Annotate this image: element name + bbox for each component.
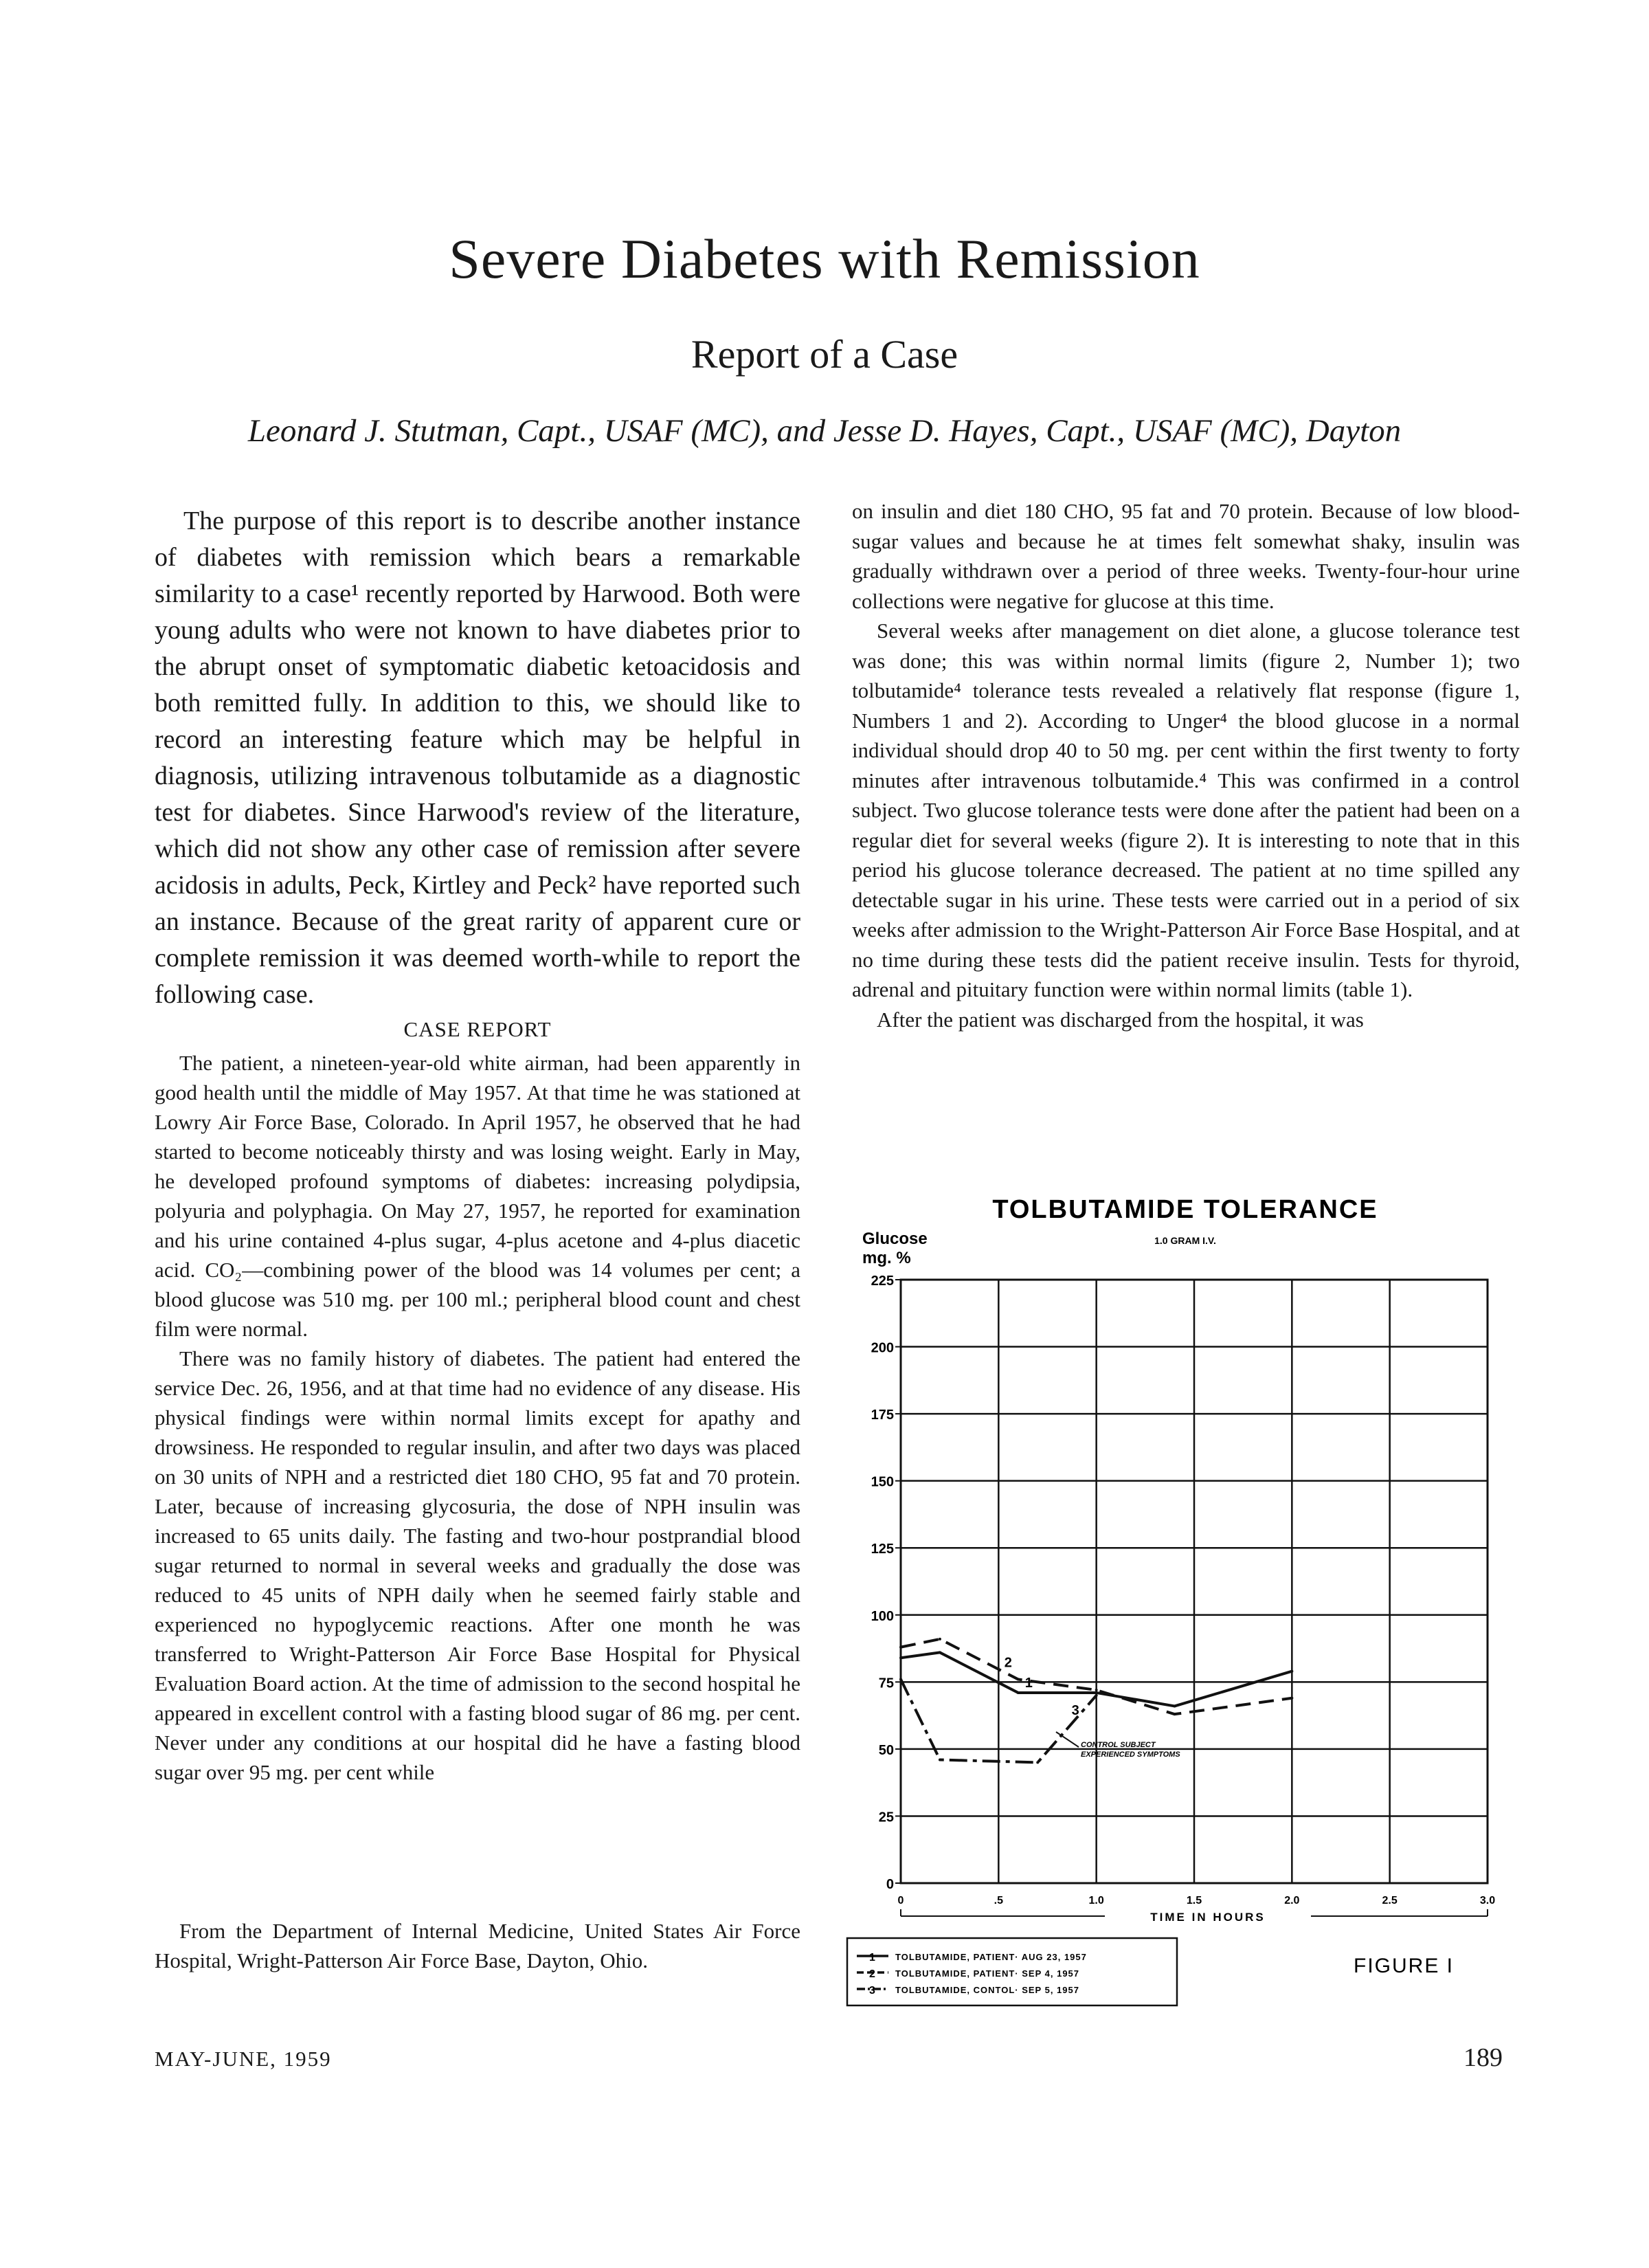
data-point-series-1	[1290, 1670, 1293, 1673]
y-axis-label-line1: Glucose	[862, 1230, 928, 1248]
data-point-series-3	[899, 1678, 902, 1680]
figure-1	[835, 1182, 1529, 2014]
tolbutamide-chart	[835, 1182, 1529, 2014]
data-point-series-1	[1095, 1691, 1098, 1694]
x-tick-label: .5	[994, 1895, 1004, 1906]
right-column	[852, 496, 1520, 1034]
y-tick-label: 50	[878, 1742, 894, 1758]
y-tick-label: 75	[878, 1676, 894, 1691]
data-point-series-1	[1174, 1704, 1176, 1707]
legend-label-2: TOLBUTAMIDE, PATIENT· SEP 4, 1957	[895, 1968, 1080, 1979]
y-tick-label: 25	[878, 1810, 894, 1825]
x-tick-label: 1.0	[1088, 1895, 1104, 1906]
footnote: From the Department of Internal Medicine, United States Air Force Hospital, Wright-Patterson Air Force Base, Dayton, Ohio.	[155, 1919, 800, 1972]
x-tick-label: 1.5	[1186, 1895, 1202, 1906]
legend-label-3: TOLBUTAMIDE, CONTOL· SEP 5, 1957	[895, 1985, 1079, 1995]
data-point-series-2	[899, 1646, 902, 1649]
article-title: Severe Diabetes with Remission	[449, 227, 1200, 290]
y-tick-label: 125	[871, 1542, 894, 1557]
data-point-series-2	[1095, 1689, 1098, 1691]
data-point-series-2	[1017, 1678, 1020, 1680]
chart-title: TOLBUTAMIDE TOLERANCE	[992, 1195, 1378, 1224]
series-marker-label-3: 3	[1071, 1702, 1079, 1718]
y-tick-label: 200	[871, 1340, 894, 1356]
legend-marker-2: 2	[869, 1968, 875, 1980]
case-paragraph-2: There was no family history of diabetes. The patient had entered the service Dec. 26, 1956, and at that time had no evidence of any disease. His physical findings were within normal limits except for apathy and drowsiness. He responded to regular insulin, and after two days was placed on 30 units of NPH and a restricted diet 180 CHO, 95 fat and 70 protein. Later, because of increasing glycosuria, the dose of NPH insulin was increased to 65 units daily. The fasting and two-hour postprandial blood sugar returned to normal in several weeks and gradually the dose was reduced to 45 units of NPH daily when he seemed fairly stable and experienced no hypoglycemic reactions. After one month he was transferred to Wright-Patterson Air Force Base Hospital for Physical Evaluation Board action. At the time of admission to the second hospital he appeared in excellent control with a fasting blood sugar of 86 mg. per cent. Never under any conditions at our hospital did he have a fasting blood sugar over 95 mg. per cent while	[155, 1346, 800, 1784]
data-point-series-3	[1095, 1694, 1098, 1697]
annotation-line2: EXPERIENCED SYMPTOMS	[1081, 1750, 1180, 1759]
article-subtitle: Report of a Case	[691, 332, 958, 377]
data-point-series-2	[1290, 1697, 1293, 1700]
data-point-series-3	[1036, 1761, 1039, 1764]
y-tick-label: 0	[886, 1877, 894, 1892]
y-axis-label-line2: mg. %	[862, 1249, 911, 1267]
data-point-series-1	[939, 1651, 941, 1654]
page-number: 189	[1463, 2043, 1503, 2072]
right-paragraph-2: Several weeks after management on diet alone, a glucose tolerance test was done; this was within normal limits (figure 2, Number 1); two tolbutamide⁴ tolerance tests revealed a relatively flat response (figure 1, Numbers 1 and 2). According to Unger⁴ the blood glucose in a normal individual should drop 40 to 50 mg. per cent within the first twenty to forty minutes after intravenous tolbutamide.⁴ This was confirmed in a control subject. Two glucose tolerance tests were done after the patient had been on a regular diet for several weeks (figure 2). It is interesting to note that in this period his glucose tolerance decreased. The patient at no time spilled any detectable sugar in his urine. These tests were carried out in a period of six weeks after admission to the Wright-Patterson Air Force Base Hospital, and at no time during these tests did the patient receive insulin. Tests for thyroid, adrenal and pituitary function were within normal limits (table 1).	[852, 619, 1520, 1001]
data-point-series-2	[1174, 1713, 1176, 1715]
article-authors: Leonard J. Stutman, Capt., USAF (MC), and Jesse D. Hayes, Capt., USAF (MC), Dayton	[247, 413, 1402, 449]
y-tick-label: 100	[871, 1608, 894, 1624]
x-tick-label: 2.5	[1382, 1895, 1398, 1906]
series-marker-label-2: 2	[1004, 1655, 1012, 1671]
annotation-leader	[1056, 1732, 1079, 1747]
legend-label-1: TOLBUTAMIDE, PATIENT· AUG 23, 1957	[895, 1952, 1087, 1962]
chart-subtitle: 1.0 GRAM I.V.	[1154, 1235, 1216, 1246]
x-tick-label: 3.0	[1479, 1895, 1496, 1906]
annotation-line1: CONTROL SUBJECT	[1081, 1741, 1156, 1749]
data-point-series-1	[1017, 1691, 1020, 1694]
x-axis-label: TIME IN HOURS	[1150, 1911, 1266, 1924]
figure-caption: FIGURE I	[1354, 1955, 1455, 1977]
legend-marker-1: 1	[869, 1952, 875, 1964]
data-point-series-2	[939, 1638, 941, 1641]
x-tick-label: 2.0	[1284, 1895, 1300, 1906]
data-point-series-1	[899, 1656, 902, 1659]
legend-marker-3: 3	[869, 1985, 875, 1997]
x-tick-label: 0	[897, 1895, 904, 1906]
y-tick-label: 225	[871, 1274, 894, 1289]
data-point-series-3	[939, 1758, 941, 1761]
left-column	[155, 503, 800, 1787]
y-tick-label: 175	[871, 1408, 894, 1423]
footer-date: MAY-JUNE, 1959	[155, 2047, 332, 2071]
case-paragraph-1: The patient, a nineteen-year-old white airman, had been apparently in good health until the middle of May 1957. At that time he was stationed at Lowry Air Force Base, Colorado. In April 1957, he observed that he had started to become noticeably thirsty and was losing weight. Early in May, he developed profound symptoms of diabetes: increasing polydipsia, polyuria and polyphagia. On May 27, 1957, he reported for examination and his urine contained 4-plus sugar, 4-plus acetone and 4-plus diacetic acid. CO₂—combining power of the blood was 14 volumes per cent; a blood glucose was 510 mg. per 100 ml.; peripheral blood count and chest film were normal.	[155, 1051, 800, 1341]
right-paragraph-3: After the patient was discharged from the hospital, it was	[877, 1007, 1364, 1032]
right-paragraph-1: on insulin and diet 180 CHO, 95 fat and 70 protein. Because of low blood-sugar values and because he at times felt somewhat shaky, insulin was gradually withdrawn over a period of three weeks. Twenty-four-hour urine collections were negative for glucose at this time.	[852, 499, 1520, 613]
y-tick-label: 150	[871, 1474, 894, 1490]
intro-paragraph: The purpose of this report is to describe another instance of diabetes with remission which bears a remarkable similarity to a case¹ recently reported by Harwood. Both were young adults who were not known to have diabetes prior to the abrupt onset of symptomatic diabetic ketoacidosis and both remitted fully. In addition to this, we should like to record an interesting feature which may be helpful in diagnosis, utilizing intravenous tolbutamide as a diagnostic test for diabetes. Since Harwood's review of the literature, which did not show any other case of remission after severe acidosis in adults, Peck, Kirtley and Peck² have reported such an instance. Because of the great rarity of apparent cure or complete remission it was deemed worth-while to report the following case.	[155, 507, 800, 1009]
series-marker-label-1: 1	[1024, 1675, 1033, 1691]
section-heading: CASE REPORT	[403, 1017, 552, 1041]
